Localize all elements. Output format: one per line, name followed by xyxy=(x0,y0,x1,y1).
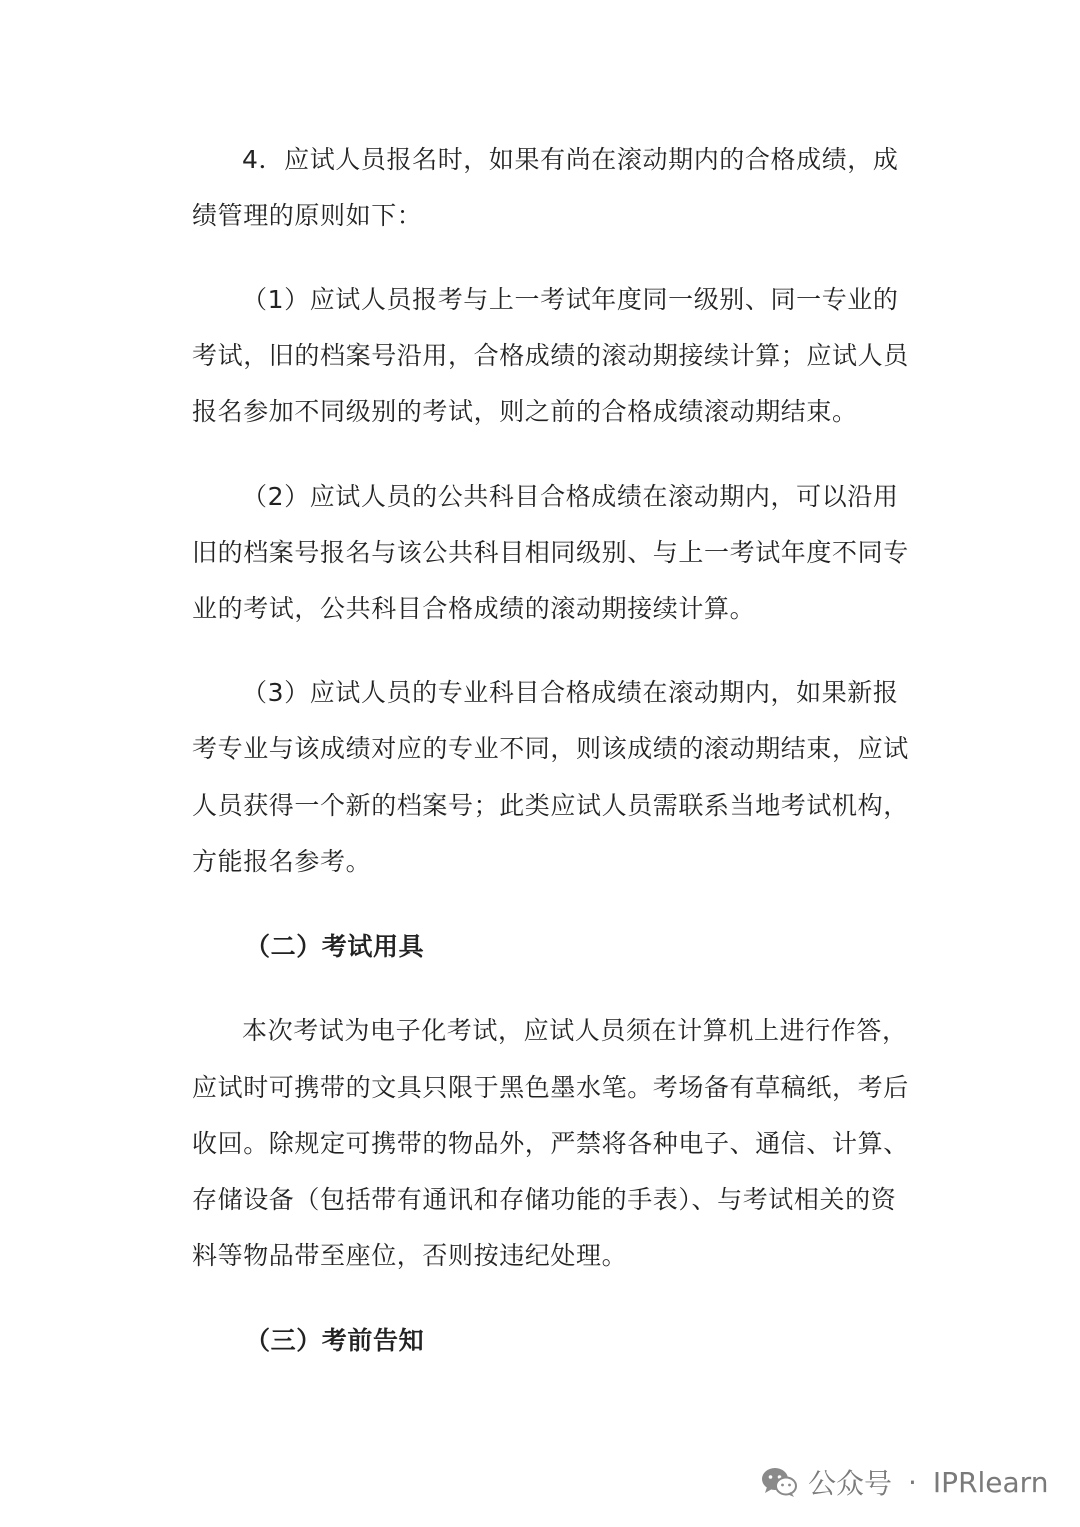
watermark-label: 公众号 xyxy=(808,1467,893,1500)
item-2-line-2: 旧的档案号报名与该公共科目相同级别、与上一考试年度不同专 xyxy=(192,538,909,567)
watermark-account: IPRlearn xyxy=(932,1465,1049,1499)
exam-tools-line-2: 应试时可携带的文具只限于黑色墨水笔。考场备有草稿纸，考后 xyxy=(192,1073,909,1102)
item-1-line-2: 考试，旧的档案号沿用，合格成绩的滚动期接续计算；应试人员 xyxy=(192,341,909,370)
item-3-line-1: （3）应试人员的专业科目合格成绩在滚动期内，如果新报 xyxy=(242,678,899,707)
exam-tools-line-5: 料等物品带至座位，否则按违纪处理。 xyxy=(192,1241,628,1270)
item-3-line-2: 考专业与该成绩对应的专业不同，则该成绩的滚动期结束，应试 xyxy=(192,734,909,763)
item-2-line-3: 业的考试，公共科目合格成绩的滚动期接续计算。 xyxy=(192,594,756,623)
exam-tools-line-4: 存储设备（包括带有通讯和存储功能的手表）、与考试相关的资 xyxy=(192,1185,897,1214)
item-2-line-1: （2）应试人员的公共科目合格成绩在滚动期内，可以沿用 xyxy=(242,482,899,511)
item-1-line-1: （1）应试人员报考与上一考试年度同一级别、同一专业的 xyxy=(242,285,899,314)
item-3-line-4: 方能报名参考。 xyxy=(192,847,372,876)
exam-tools-line-1: 本次考试为电子化考试，应试人员须在计算机上进行作答， xyxy=(242,1016,908,1045)
paragraph-4-line-2: 绩管理的原则如下： xyxy=(192,201,423,230)
section-heading-exam-tools: （二）考试用具 xyxy=(245,932,425,961)
item-1-line-3: 报名参加不同级别的考试，则之前的合格成绩滚动期结束。 xyxy=(192,397,858,426)
wechat-icon xyxy=(760,1465,798,1499)
watermark-separator: · xyxy=(908,1465,917,1499)
paragraph-4-line-1: 4．应试人员报名时，如果有尚在滚动期内的合格成绩，成 xyxy=(242,145,899,174)
section-heading-pre-exam-notice: （三）考前告知 xyxy=(245,1326,425,1355)
exam-tools-line-3: 收回。除规定可携带的物品外，严禁将各种电子、通信、计算、 xyxy=(192,1129,909,1158)
item-3-line-3: 人员获得一个新的档案号；此类应试人员需联系当地考试机构， xyxy=(192,791,909,820)
watermark xyxy=(760,1462,1048,1502)
